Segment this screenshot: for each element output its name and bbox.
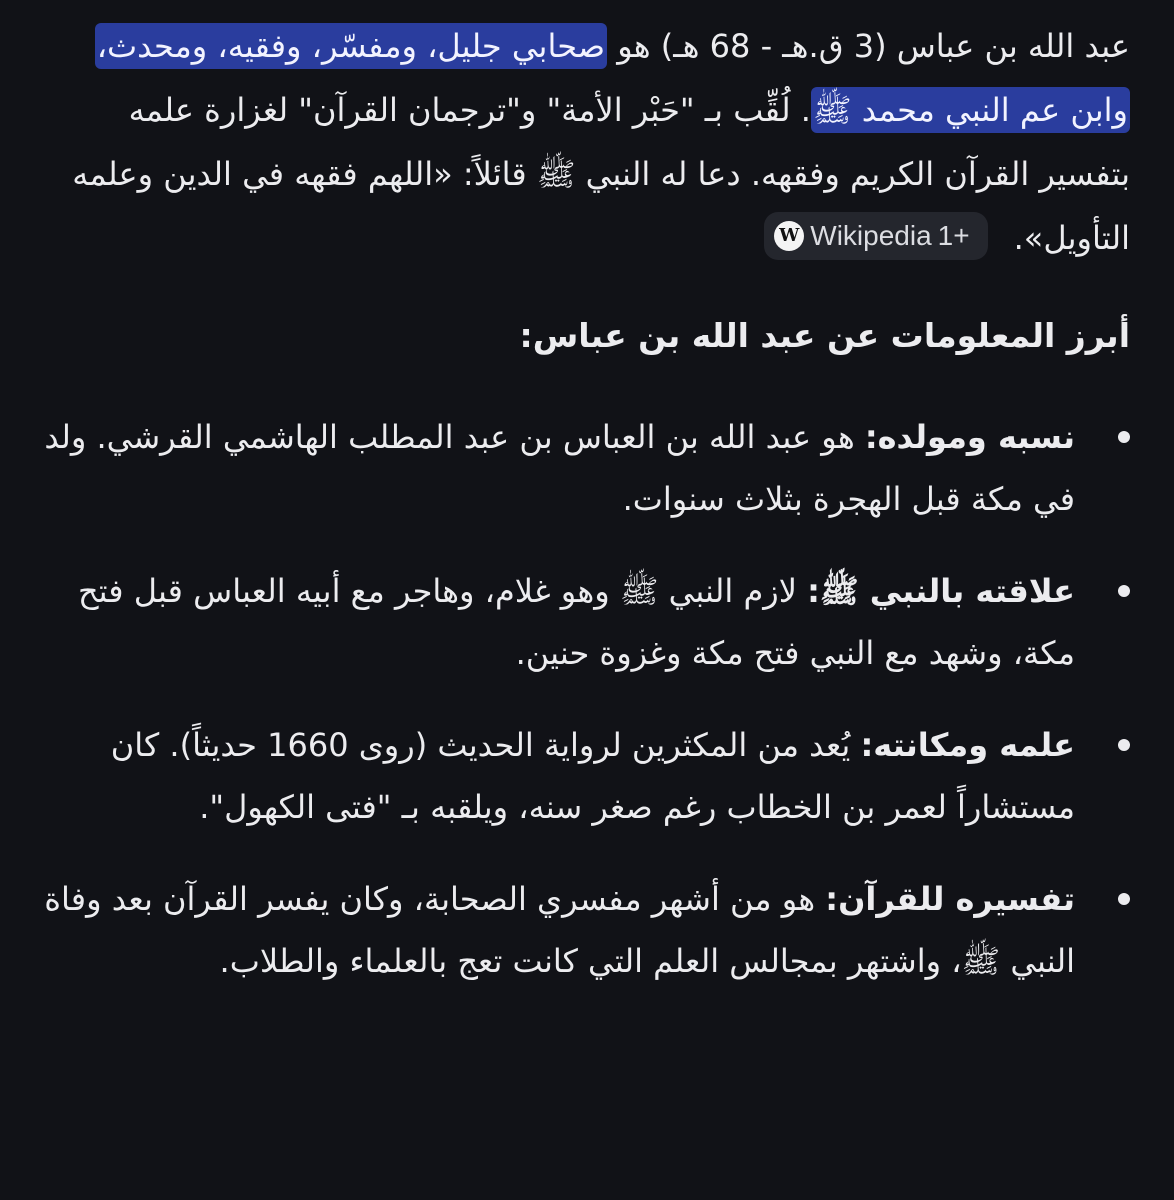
list-item bbox=[40, 714, 1130, 838]
wikipedia-icon: W bbox=[774, 221, 804, 251]
fact-text: هو عبد الله بن العباس بن عبد المطلب الهاشمي القرشي. ولد في مكة قبل الهجرة بثلاث سنوات. bbox=[44, 418, 1075, 518]
bullet-icon bbox=[1118, 431, 1130, 443]
fact-term: علاقته بالنبي ﷺ: bbox=[807, 572, 1075, 610]
section-heading: أبرز المعلومات عن عبد الله بن عباس: bbox=[519, 316, 1130, 355]
fact-text: هو من أشهر مفسري الصحابة، وكان يفسر القرآن بعد وفاة النبي ﷺ، واشتهر بمجالس العلم التي كانت تعج بالعلماء والطلاب. bbox=[44, 880, 1075, 980]
list-item bbox=[40, 560, 1130, 684]
fact-text: لازم النبي ﷺ وهو غلام، وهاجر مع أبيه العباس قبل فتح مكة، وشهد مع النبي فتح مكة وغزوة حنين. bbox=[77, 572, 1075, 672]
facts-list bbox=[44, 406, 1130, 992]
bullet-icon bbox=[1118, 893, 1130, 905]
fact-text: يُعد من المكثرين لرواية الحديث (روى 1660 حديثاً). كان مستشاراً لعمر بن الخطاب رغم صغر سنه، ويلقبه بـ "فتى الكهول". bbox=[110, 726, 1075, 826]
fact-term: نسبه ومولده: bbox=[864, 418, 1075, 456]
fact-term: تفسيره للقرآن: bbox=[825, 880, 1075, 918]
intro-text-start: عبد الله بن عباس (3 ق.هـ - 68 هـ) هو bbox=[607, 27, 1130, 65]
intro-paragraph bbox=[44, 14, 1130, 270]
list-item bbox=[40, 868, 1130, 992]
intro-text-end: . لُقِّب بـ "حَبْر الأمة" و"ترجمان القرآن" لغزارة علمه بتفسير القرآن الكريم وفقهه. دعا له النبي ﷺ قائلاً: «اللهم فقهه في الدين وعلمه التأويل». bbox=[72, 91, 1130, 257]
bullet-icon bbox=[1118, 739, 1130, 751]
list-item bbox=[40, 406, 1130, 530]
selected-text-highlight[interactable]: صحابي جليل، ومفسّر، وفقيه، ومحدث، وابن عم النبي محمد ﷺ bbox=[95, 23, 1130, 133]
fact-term: علمه ومكانته: bbox=[860, 726, 1075, 764]
bullet-icon bbox=[1118, 585, 1130, 597]
source-chip-label: Wikipedia bbox=[810, 220, 932, 251]
source-chip-count: 1+ bbox=[937, 220, 970, 251]
source-chip-wikipedia[interactable] bbox=[764, 212, 987, 260]
